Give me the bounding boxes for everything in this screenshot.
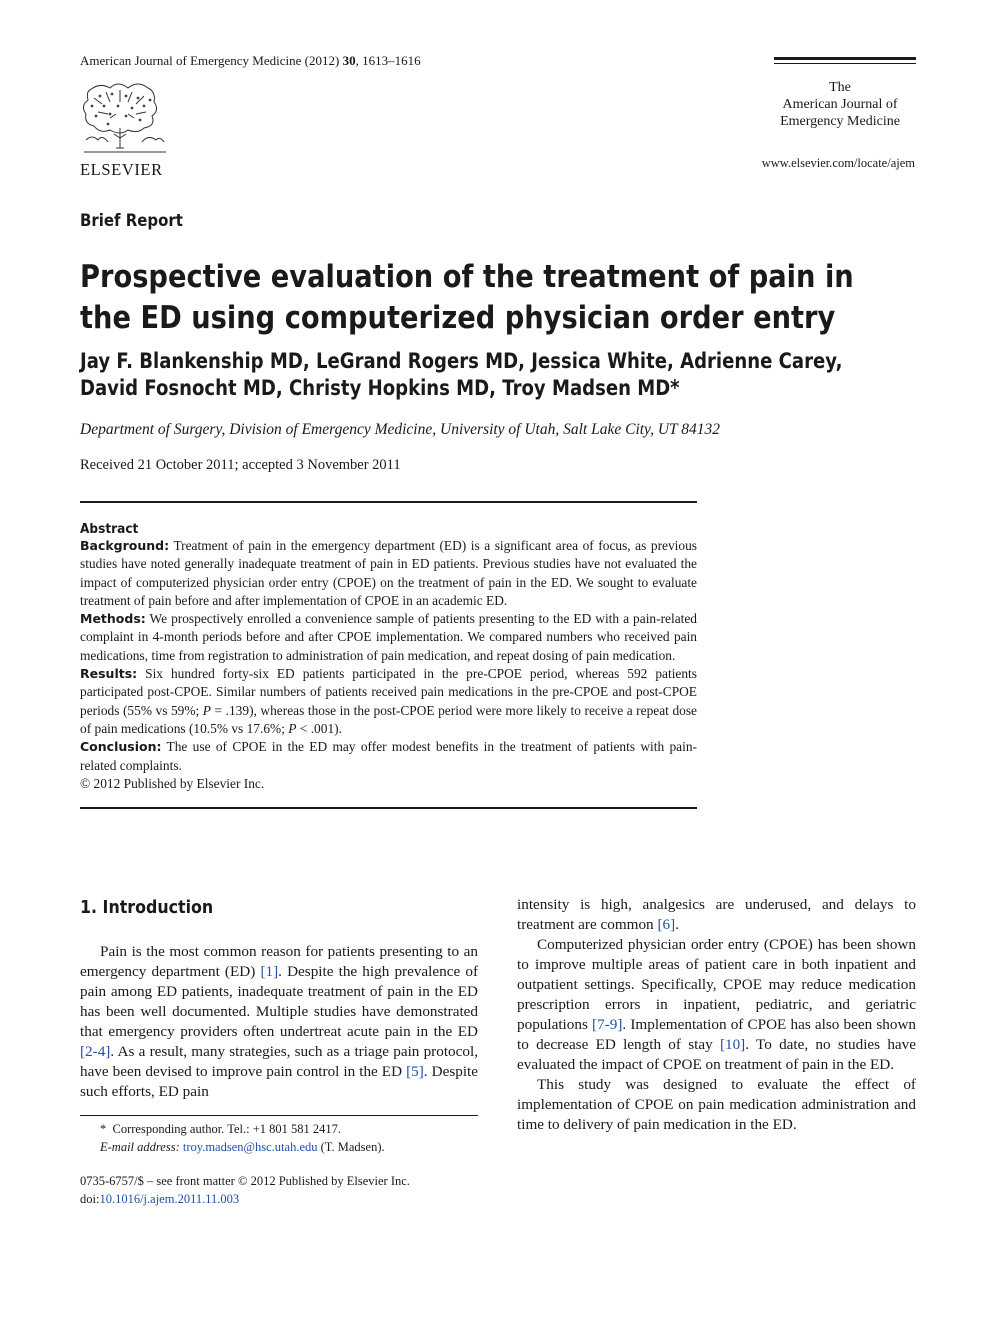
author-list: Jay F. Blankenship MD, LeGrand Rogers MD, Jessica White, Adrienne Carey, David Fosnocht MD, Christy Hopkins MD, Troy Madsen MD* (80, 349, 843, 400)
citation-link[interactable]: [7-9] (592, 1016, 623, 1033)
abstract-conclusion: Conclusion: The use of CPOE in the ED may offer modest benefits in the treatment of patients with pain-related complaints. (80, 739, 697, 773)
journal-header-rule (774, 57, 916, 64)
intro-paragraph-2: Computerized physician order entry (CPOE) has been shown to improve multiple areas of patient care in both inpatient and outpatient settings. Specifically, CPOE may reduce medication prescription errors in inpatient, pediatric, and geriatric populations [7-9]. Implementation of CPOE has also been shown to decrease ED length of stay [10]. To date, no studies have evaluated the impact of CPOE on treatment of pain in the ED. (517, 936, 917, 1073)
footnote (80, 1120, 480, 1156)
article-title: Prospective evaluation of the treatment of pain in the ED using computerized physician order entry (80, 259, 854, 336)
journal-url[interactable]: www.elsevier.com/locate/ajem (761, 156, 915, 170)
corresponding-author: * Corresponding author. Tel.: +1 801 581 2417. (100, 1122, 341, 1136)
doi-link[interactable]: 10.1016/j.ajem.2011.11.003 (99, 1192, 240, 1206)
abstract-copyright: © 2012 Published by Elsevier Inc. (80, 775, 265, 791)
abstract-heading: Abstract (80, 521, 139, 537)
citation-link[interactable]: [5] (406, 1063, 424, 1080)
journal-citation: American Journal of Emergency Medicine (2012) 30, 1613–1616 (80, 53, 421, 68)
publisher-logo-text: ELSEVIER (80, 160, 163, 179)
received-dates: Received 21 October 2011; accepted 3 November 2011 (80, 457, 401, 473)
email-link[interactable]: troy.madsen@hsc.utah.edu (182, 1140, 318, 1154)
footnote-rule (80, 1115, 478, 1116)
paragraph-continuation: intensity is high, analgesics are underused, and delays to treatment are common (517, 896, 916, 933)
column-right (517, 895, 916, 1135)
volume: 30 (342, 53, 356, 68)
citation-link[interactable]: [2-4] (80, 1043, 111, 1060)
doi-line: doi:10.1016/j.ajem.2011.11.003 (80, 1192, 240, 1206)
front-matter (80, 1172, 500, 1208)
abstract (80, 501, 697, 809)
section-heading-introduction: 1. Introduction (80, 897, 214, 918)
journal-name: The American Journal of Emergency Medicine (780, 80, 900, 129)
citation-link[interactable]: [10] (719, 1036, 746, 1053)
column-left (80, 942, 478, 1102)
email-line: E-mail address: troy.madsen@hsc.utah.edu (T. Madsen). (100, 1140, 385, 1154)
intro-paragraph-1: Pain is the most common reason for patients presenting to an emergency department (ED) [1]. Despite the high prevalence of pain among ED patients, inadequate treatment of pain in the ED has been well documented. Multiple studies have demonstrated that emergency providers often undertreat acute pain in the ED [2-4]. As a result, many strategies, such as a triage pain protocol, have been devised to improve pain control in the ED [5]. Despite such efforts, ED pain (80, 943, 478, 1100)
affiliation: Department of Surgery, Division of Emergency Medicine, University of Utah, Salt Lake City, UT 84132 (80, 421, 720, 438)
elsevier-logo (80, 78, 170, 180)
citation-link[interactable]: [6] (657, 916, 676, 933)
issn-line: 0735-6757/$ – see front matter © 2012 Published by Elsevier Inc. (80, 1174, 410, 1188)
intro-paragraph-1-continued: intensity is high, analgesics are underused, and delays to treatment are common [6]. (517, 896, 916, 933)
abstract-methods: Methods: We prospectively enrolled a convenience sample of patients presenting to the ED with a pain-related complaint in 4-month periods before and after CPOE implementation. We compared numbers who received pain medications, time from registration to administration of pain medication, and repeat dosing of pain medication. (80, 611, 697, 663)
citation-link[interactable]: [1] (260, 963, 279, 980)
abstract-background: Background: Treatment of pain in the emergency department (ED) is a significant area of focus, as previous studies have noted generally inadequate treatment of pain in ED patients. Previous studies have not evaluated the impact of computerized physician order entry (CPOE) on the treatment of pain in the ED. We sought to evaluate treatment of pain before and after implementation of CPOE in an academic ED. (80, 538, 697, 608)
article-type: Brief Report (80, 211, 183, 231)
abstract-results: Results: Six hundred forty-six ED patients participated in the pre-CPOE period, whereas 592 patients participated post-CPOE. Similar numbers of patients received pain medications in the pre-CPOE and post-CPOE periods (55% vs 59%; P = .139), whereas those in the post-CPOE period were more likely to receive a repeat dose of pain medications (10.5% vs 17.6%; P < .001). (80, 666, 697, 736)
intro-paragraph-3: This study was designed to evaluate the effect of implementation of CPOE on pain medication administration and time to delivery of pain medication in the ED. (517, 1076, 916, 1133)
elsevier-tree-icon (80, 78, 170, 158)
